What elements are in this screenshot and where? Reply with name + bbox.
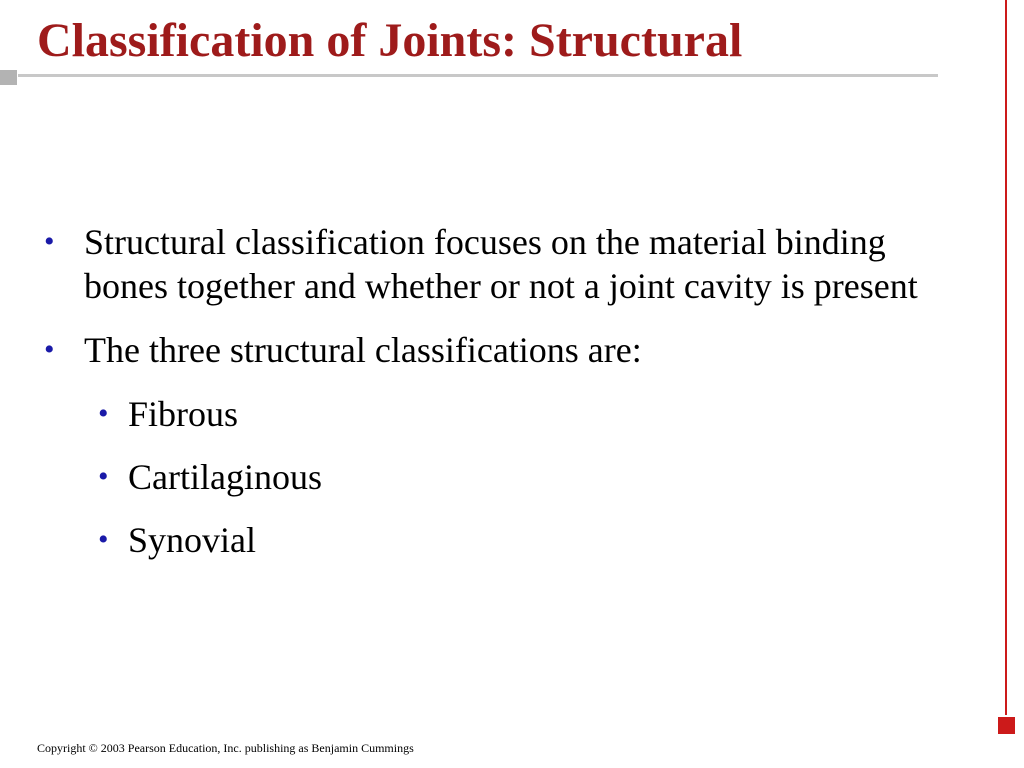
- sub-bullet-text: Cartilaginous: [128, 457, 322, 497]
- sub-bullet-item: [44, 392, 924, 436]
- sub-bullet-item: [44, 518, 924, 562]
- bullet-item: [44, 220, 924, 308]
- bottom-right-square: [998, 717, 1015, 734]
- bullet-mark: •: [98, 397, 109, 430]
- bullet-item: [44, 328, 924, 372]
- bullet-mark: •: [44, 333, 55, 366]
- title-underline: [18, 74, 938, 77]
- title-rule-end-square: [0, 70, 17, 85]
- bullet-mark: •: [98, 460, 109, 493]
- copyright-footer: Copyright © 2003 Pearson Education, Inc. publishing as Benjamin Cummings: [37, 741, 414, 755]
- right-edge-rule: [1005, 0, 1007, 715]
- bullet-text: The three structural classifications are:: [84, 330, 642, 370]
- bullet-mark: •: [44, 225, 55, 258]
- bullet-text: Structural classification focuses on the material binding bones together and whether or not a joint cavity is present: [84, 222, 918, 306]
- slide-title: Classification of Joints: Structural: [37, 14, 743, 67]
- bullet-list: [44, 220, 924, 581]
- sub-bullet-text: Synovial: [128, 520, 257, 560]
- sub-bullet-text: Fibrous: [128, 394, 239, 434]
- sub-bullet-item: [44, 455, 924, 499]
- bullet-mark: •: [98, 523, 109, 556]
